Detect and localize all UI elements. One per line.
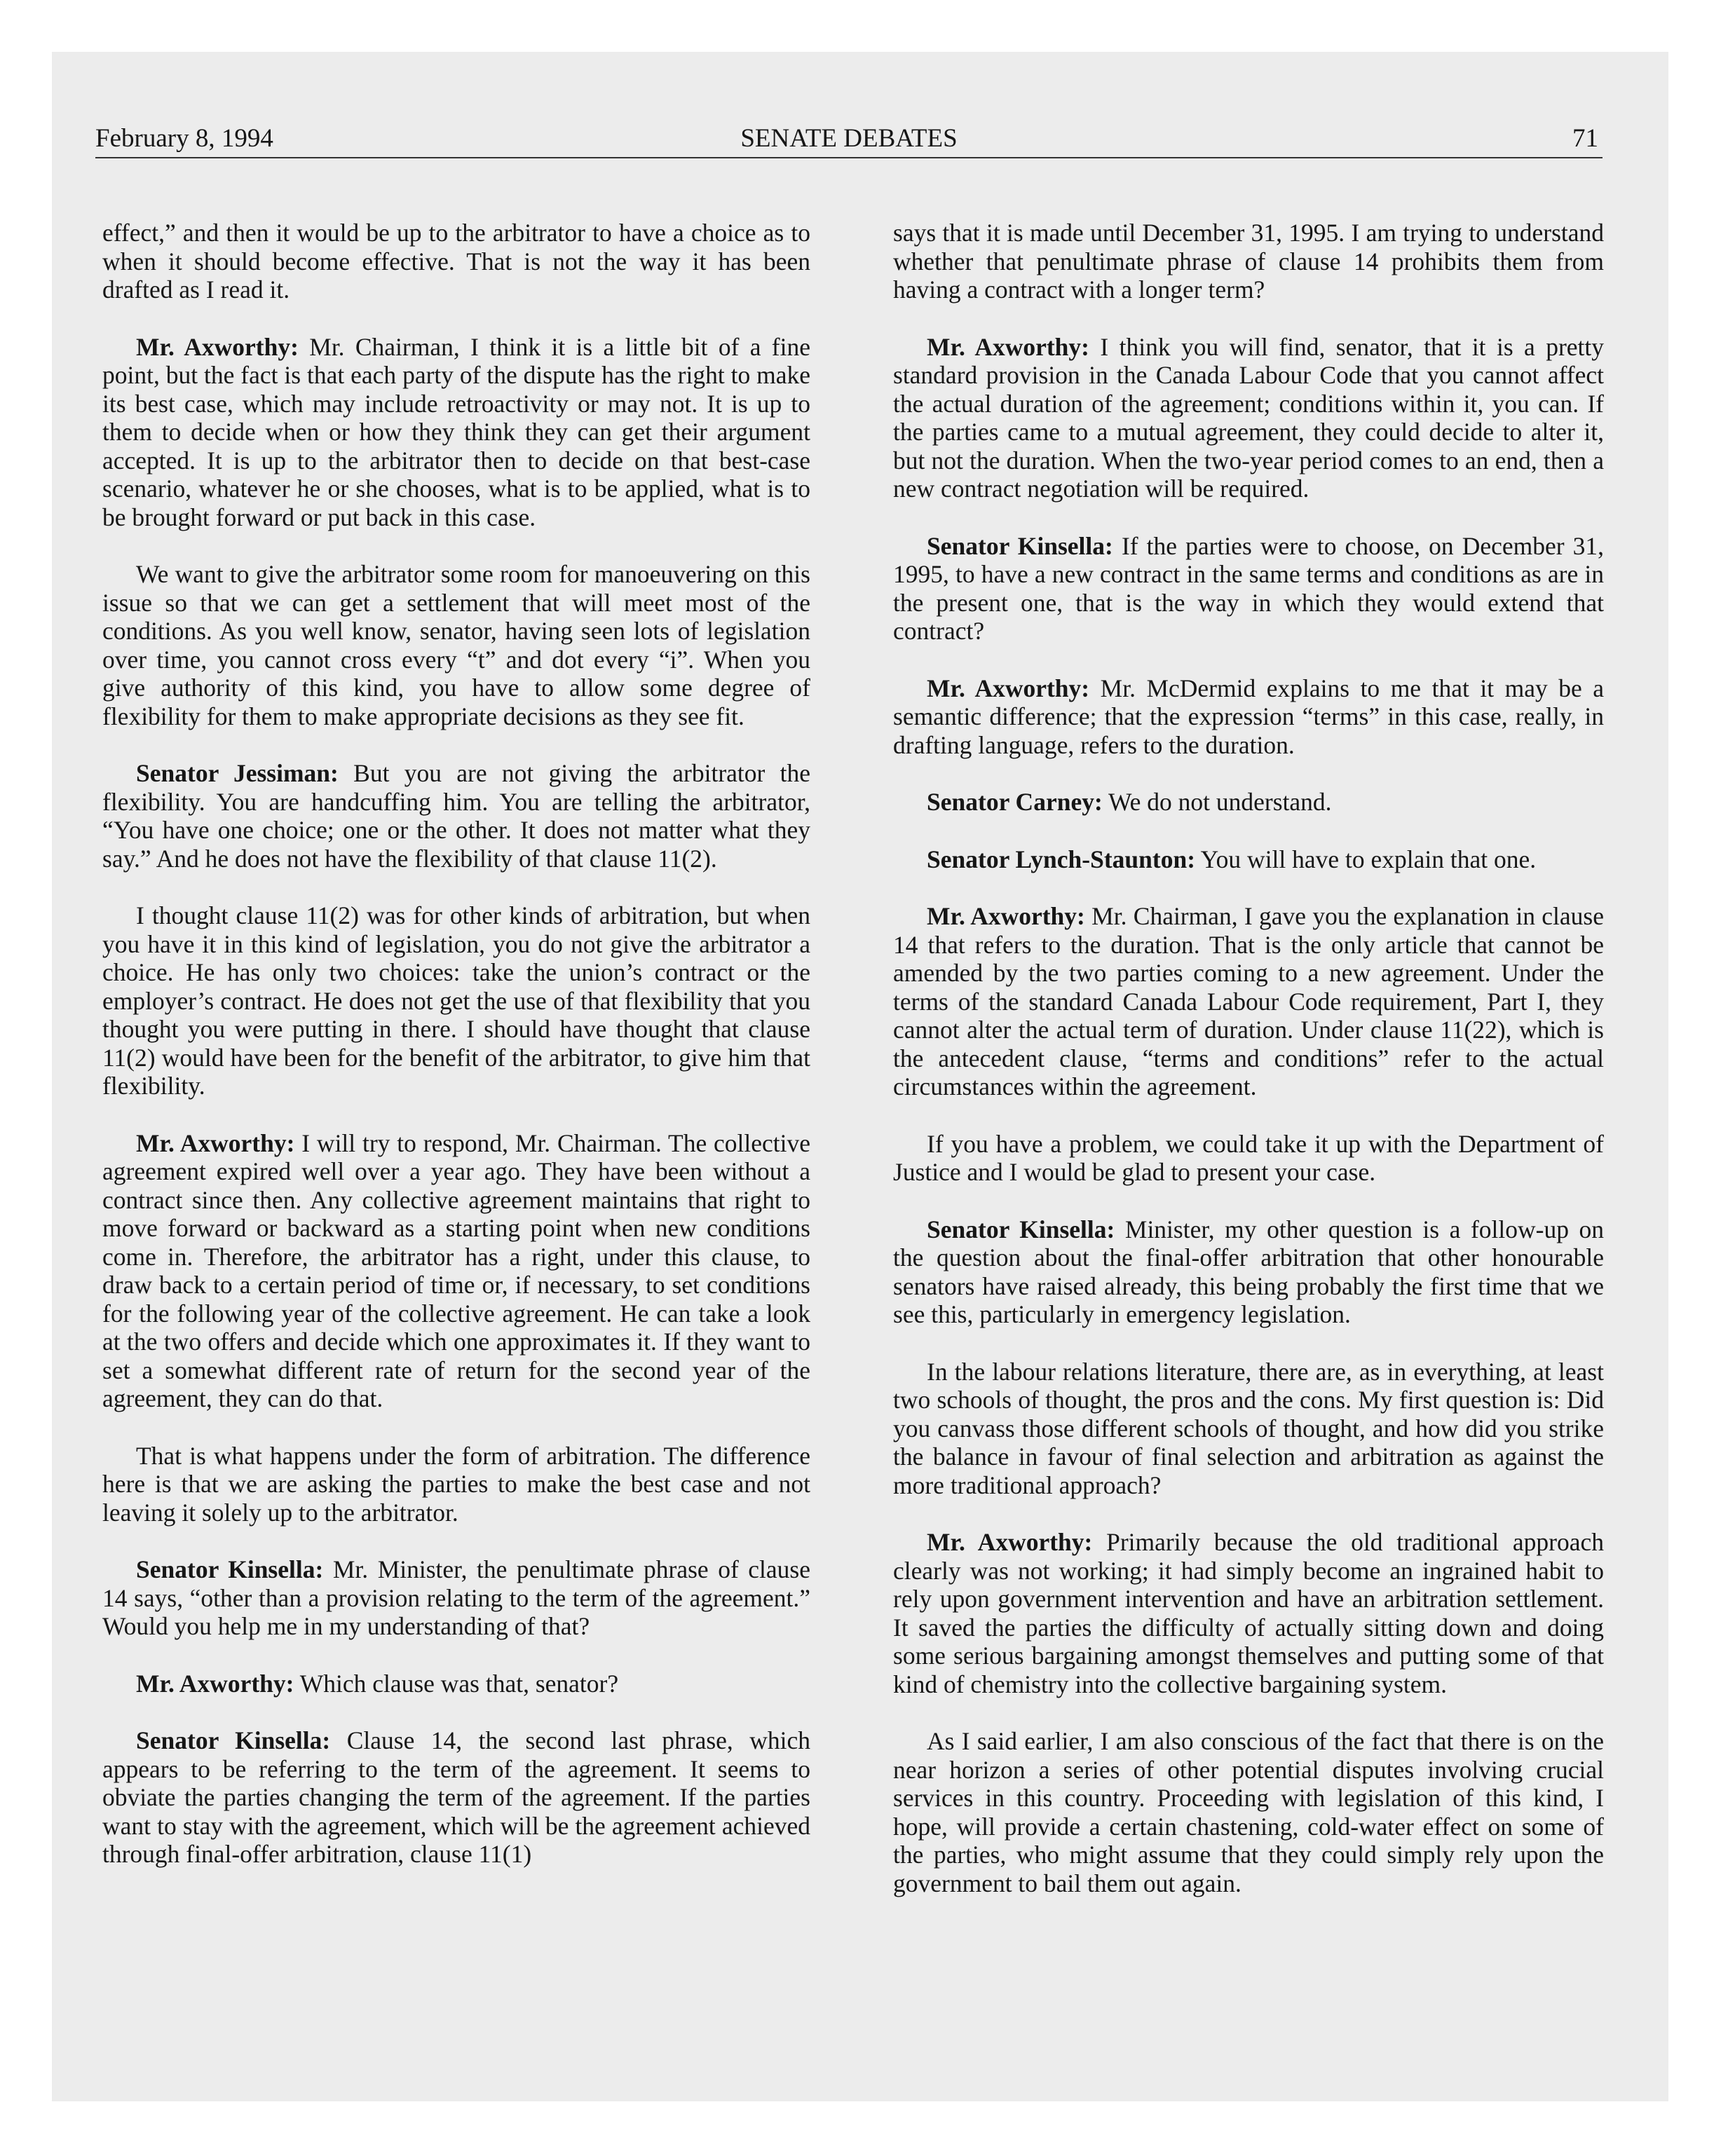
page-number: 71 [1572, 124, 1598, 153]
speaker-name: Senator Carney: [927, 788, 1103, 816]
paragraph: Mr. Axworthy: Mr. McDermid explains to me that it may be a semantic difference; that the expression “terms” in this case, really, in drafting language, refers to the duration. [893, 674, 1605, 759]
running-header [95, 121, 1603, 158]
right-column [893, 219, 1604, 1926]
paragraph: Mr. Axworthy: I think you will find, senator, that it is a pretty standard provision in the Canada Labour Code that you cannot affect the actual duration of the agreement; conditions within it, you can. If the parties came to a mutual agreement, they could decide to alter it, but not the duration. When the two-year period comes to an end, then a new contract negotiation will be required. [893, 332, 1605, 503]
speaker-name: Senator Kinsella: [927, 1215, 1115, 1243]
paragraph: Mr. Axworthy: I will try to respond, Mr. Chairman. The collective agreement expired well over a year ago. They have been without a contract since then. Any collective agreement maintains that right to move forward or backward as a starting point when new conditions come in. Therefore, the arbitrator has a right, under this clause, to draw back to a certain period of time or, if necessary, to set conditions for the following year of the collective agreement. He can take a look at the two offers and decide which one approximates it. If they want to set a somewhat different rate of return for the second year of the agreement, they can do that. [102, 1128, 811, 1412]
paragraph: effect,” and then it would be up to the arbitrator to have a choice as to when it should become effective. That is not the way it has been drafted as I read it. [102, 219, 810, 303]
paragraph: We want to give the arbitrator some room for manoeuvering on this issue so that we can get a settlement that will meet most of the conditions. As you well know, senator, having seen lots of legislation over time, you cannot cross every “t” and dot every “i”. When you give authority of this kind, you have to allow some degree of flexibility for them to make appropriate decisions as they see fit. [102, 560, 810, 730]
speaker-name: Mr. Axworthy: [136, 1669, 294, 1698]
speaker-name: Senator Jessiman: [136, 759, 339, 787]
paragraph: Mr. Axworthy: Mr. Chairman, I gave you the explanation in clause 14 that refers to the duration. That is the only article that cannot be amended by the two parties coming to a new agreement. Under the terms of the standard Canada Labour Code requirement, Part I, they cannot alter the actual term of duration. Under clause 11(22), which is the antecedent clause, “terms and conditions” refer to the actual circumstances within the agreement. [893, 902, 1605, 1100]
paragraph: Senator Kinsella: Minister, my other question is a follow-up on the question about the final-offer arbitration that other honourable senators have raised already, this being probably the first time that we see this, particularly in emergency legislation. [893, 1215, 1604, 1328]
paragraph: Senator Kinsella: Clause 14, the second last phrase, which appears to be referring to the term of the agreement. It seems to obviate the parties changing the term of the agreement. If the parties want to stay with the agreement, which will be the agreement achieved through final-offer arbitration, clause 11(1) [102, 1726, 810, 1868]
speaker-name: Mr. Axworthy: [927, 332, 1089, 361]
paragraph: Senator Carney: We do not understand. [927, 788, 1332, 816]
speaker-name: Mr. Axworthy: [136, 1128, 295, 1157]
paragraph: Mr. Axworthy: Which clause was that, senator? [136, 1669, 619, 1698]
paragraph: Mr. Axworthy: Primarily because the old traditional approach clearly was not working; it had simply become an ingrained habit to rely upon government intervention and have an arbitration settlement. It saved the parties the difficulty of actually sitting down and doing some serious bargaining amongst themselves and putting some of that kind of chemistry into the collective bargaining system. [893, 1528, 1604, 1698]
speaker-name: Mr. Axworthy: [136, 332, 299, 361]
paragraph: Senator Lynch-Staunton: You will have to explain that one. [927, 845, 1537, 873]
speaker-name: Mr. Axworthy: [927, 674, 1090, 702]
paragraph: As I said earlier, I am also conscious of the fact that there is on the near horizon a series of other potential disputes involving crucial services in this country. Proceeding with legislation of this kind, I hope, will provide a certain chastening, cold-water effect on some of the parties, who might assume that they could simply rely upon the government to bail them out again. [893, 1727, 1604, 1897]
speaker-name: Senator Kinsella: [927, 531, 1113, 560]
paragraph: If you have a problem, we could take it up with the Department of Justice and I would be glad to present your case. [893, 1129, 1604, 1186]
speaker-name: Senator Kinsella: [136, 1555, 324, 1583]
speaker-name: Senator Kinsella: [136, 1726, 331, 1754]
paragraph: Senator Jessiman: But you are not giving the arbitrator the flexibility. You are handcuffing him. You are telling the arbitrator, “You have one choice; one or the other. It does not matter what they say.” And he does not have the flexibility of that clause 11(2). [102, 759, 810, 873]
paragraph: I thought clause 11(2) was for other kinds of arbitration, but when you have it in this kind of legislation, you do not give the arbitrator a choice. He has only two choices: take the union’s contract or the employer’s contract. He does not get the use of that flexibility that you thought you were putting in there. I should have thought that clause 11(2) would have been for the benefit of the arbitrator, to give him that flexibility. [102, 901, 810, 1100]
paragraph: Senator Kinsella: Mr. Minister, the penultimate phrase of clause 14 says, “other than a provision relating to the term of the agreement.” Would you help me in my understanding of that? [102, 1555, 810, 1640]
speaker-name: Mr. Axworthy: [927, 902, 1085, 930]
paragraph: says that it is made until December 31, 1995. I am trying to understand whether that penultimate phrase of clause 14 prohibits them from having a contract with a longer term? [893, 219, 1604, 303]
header-title: SENATE DEBATES [740, 124, 958, 153]
paragraph: In the labour relations literature, there are, as in everything, at least two schools of thought, the pros and the cons. My first question is: Did you canvass those different schools of thought, and how did you strike the balance in favour of final selection and arbitration as against the more traditional approach? [893, 1357, 1604, 1499]
paragraph: Mr. Axworthy: Mr. Chairman, I think it is a little bit of a fine point, but the fact is that each party of the dispute has the right to make its best case, which may include retroactivity or may not. It is up to them to decide when or how they think they can get their argument accepted. It is up to the arbitrator then to decide on that best-case scenario, whatever he or she chooses, what is to be applied, what is to be brought forward or put back in this case. [102, 332, 811, 531]
paragraph: That is what happens under the form of arbitration. The difference here is that we are asking the parties to make the best case and not leaving it solely up to the arbitrator. [102, 1441, 810, 1527]
speaker-name: Mr. Axworthy: [927, 1528, 1093, 1556]
speaker-name: Senator Lynch-Staunton: [927, 845, 1196, 873]
header-date: February 8, 1994 [95, 124, 273, 153]
paragraph: Senator Kinsella: If the parties were to choose, on December 31, 1995, to have a new contract in the same terms and conditions as are in the present one, that is the way in which they would extend that contract? [893, 531, 1605, 645]
left-column [102, 219, 810, 1897]
